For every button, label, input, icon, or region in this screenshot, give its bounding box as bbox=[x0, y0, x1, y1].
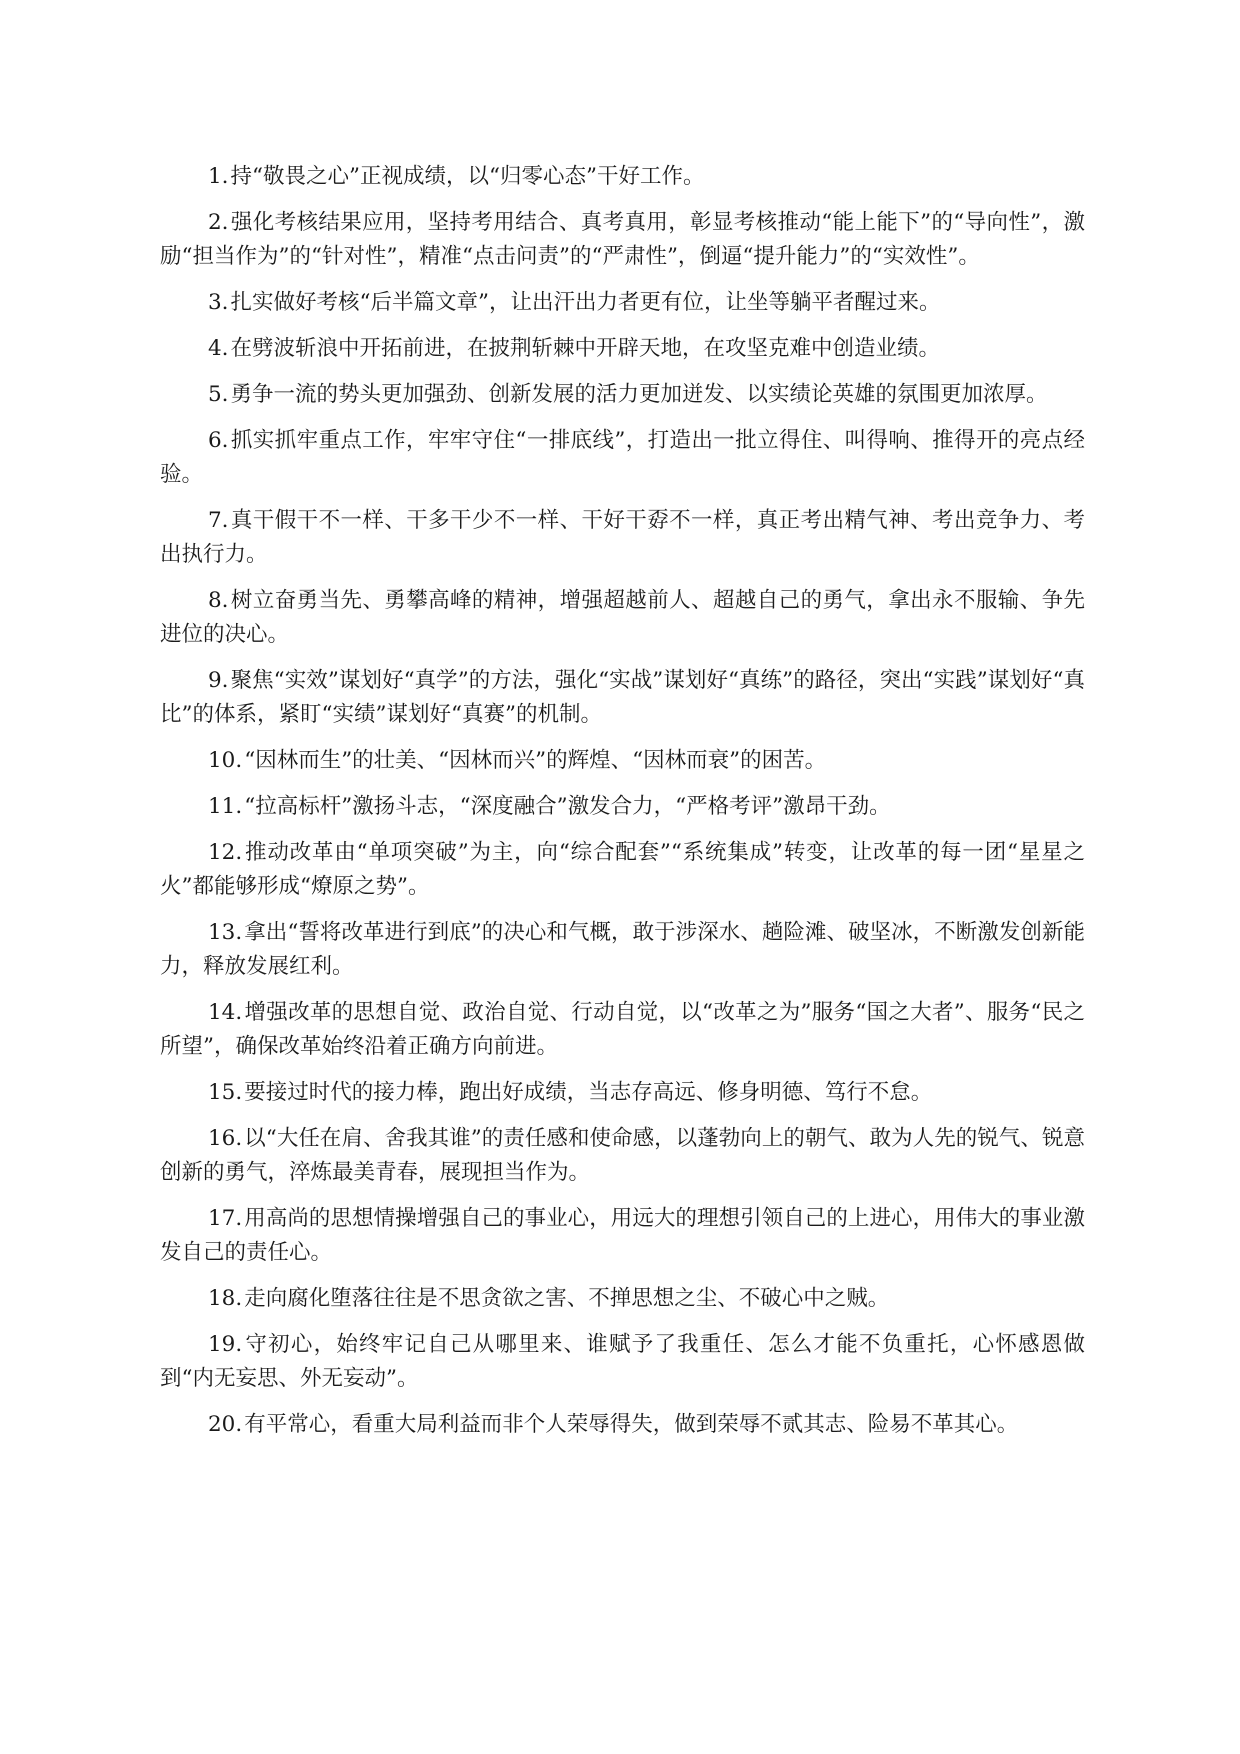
item-text: 聚焦“实效”谋划好“真学”的方法，强化“实战”谋划好“真练”的路径，突出“实践”谋划好“真比”的体系，紧盯“实绩”谋划好“真赛”的机制。 bbox=[160, 668, 1085, 727]
list-item bbox=[160, 916, 1085, 984]
item-number: 11. bbox=[208, 794, 243, 819]
list-item bbox=[160, 1122, 1085, 1190]
item-text: 以“大任在肩、舍我其谁”的责任感和使命感，以蓬勃向上的朝气、敢为人先的锐气、锐意创新的勇气，淬炼最美青春，展现担当作为。 bbox=[160, 1126, 1085, 1185]
item-number: 14. bbox=[208, 1000, 243, 1025]
document-page bbox=[160, 160, 1085, 1454]
item-text: 守初心，始终牢记自己从哪里来、谁赋予了我重任、怎么才能不负重托，心怀感恩做到“内无妄思、外无妄动”。 bbox=[160, 1332, 1085, 1391]
item-text: 用高尚的思想情操增强自己的事业心，用远大的理想引领自己的上进心，用伟大的事业激发自己的责任心。 bbox=[160, 1206, 1085, 1265]
list-item bbox=[160, 1202, 1085, 1270]
list-item bbox=[160, 206, 1085, 274]
item-number: 20. bbox=[208, 1412, 243, 1437]
item-number: 19. bbox=[208, 1332, 243, 1357]
item-text: 抓实抓牢重点工作，牢牢守住“一排底线”，打造出一批立得住、叫得响、推得开的亮点经验。 bbox=[160, 428, 1085, 487]
list-item bbox=[160, 504, 1085, 572]
item-number: 1. bbox=[208, 164, 229, 189]
item-number: 5. bbox=[208, 382, 229, 407]
list-item bbox=[160, 744, 1085, 778]
item-text: 勇争一流的势头更加强劲、创新发展的活力更加迸发、以实绩论英雄的氛围更加浓厚。 bbox=[230, 382, 1048, 407]
list-item bbox=[160, 664, 1085, 732]
item-number: 3. bbox=[208, 290, 229, 315]
list-item bbox=[160, 996, 1085, 1064]
list-item bbox=[160, 424, 1085, 492]
item-number: 4. bbox=[208, 336, 229, 361]
list-item bbox=[160, 1328, 1085, 1396]
item-number: 17. bbox=[208, 1206, 243, 1231]
item-text: 拿出“誓将改革进行到底”的决心和气概，敢于涉深水、趟险滩、破坚冰，不断激发创新能力，释放发展红利。 bbox=[160, 920, 1085, 979]
list-item bbox=[160, 836, 1085, 904]
item-number: 18. bbox=[208, 1286, 243, 1311]
list-item bbox=[160, 378, 1085, 412]
item-text: 推动改革由“单项突破”为主，向“综合配套”“系统集成”转变，让改革的每一团“星星之火”都能够形成“燎原之势”。 bbox=[160, 840, 1085, 899]
list-item bbox=[160, 1076, 1085, 1110]
item-number: 15. bbox=[208, 1080, 243, 1105]
item-text: “拉高标杆”激扬斗志，“深度融合”激发合力，“严格考评”激昂干劲。 bbox=[244, 794, 891, 819]
item-number: 16. bbox=[208, 1126, 243, 1151]
item-text: 真干假干不一样、干多干少不一样、干好干孬不一样，真正考出精气神、考出竞争力、考出执行力。 bbox=[160, 508, 1085, 567]
item-number: 2. bbox=[208, 210, 229, 235]
list-item bbox=[160, 790, 1085, 824]
item-text: 扎实做好考核“后半篇文章”，让出汗出力者更有位，让坐等躺平者醒过来。 bbox=[230, 290, 941, 315]
list-item bbox=[160, 584, 1085, 652]
item-text: 强化考核结果应用，坚持考用结合、真考真用，彰显考核推动“能上能下”的“导向性”，激励“担当作为”的“针对性”，精准“点击问责”的“严肃性”，倒逼“提升能力”的“实效性”。 bbox=[160, 210, 1085, 269]
item-text: 增强改革的思想自觉、政治自觉、行动自觉，以“改革之为”服务“国之大者”、服务“民之所望”，确保改革始终沿着正确方向前进。 bbox=[160, 1000, 1085, 1059]
item-number: 6. bbox=[208, 428, 229, 453]
item-text: 在劈波斩浪中开拓前进，在披荆斩棘中开辟天地，在攻坚克难中创造业绩。 bbox=[230, 336, 941, 361]
item-text: 要接过时代的接力棒，跑出好成绩，当志存高远、修身明德、笃行不怠。 bbox=[244, 1080, 933, 1105]
list-item bbox=[160, 160, 1085, 194]
item-text: 树立奋勇当先、勇攀高峰的精神，增强超越前人、超越自己的勇气，拿出永不服输、争先进位的决心。 bbox=[160, 588, 1085, 647]
item-number: 10. bbox=[208, 748, 243, 773]
item-number: 7. bbox=[208, 508, 229, 533]
item-text: “因林而生”的壮美、“因林而兴”的辉煌、“因林而衰”的困苦。 bbox=[244, 748, 827, 773]
item-number: 12. bbox=[208, 840, 243, 865]
item-number: 13. bbox=[208, 920, 243, 945]
list-item bbox=[160, 332, 1085, 366]
item-number: 9. bbox=[208, 668, 229, 693]
item-text: 持“敬畏之心”正视成绩，以“归零心态”干好工作。 bbox=[230, 164, 705, 189]
list-item bbox=[160, 286, 1085, 320]
item-text: 走向腐化堕落往往是不思贪欲之害、不掸思想之尘、不破心中之贼。 bbox=[244, 1286, 890, 1311]
list-item bbox=[160, 1408, 1085, 1442]
list-item bbox=[160, 1282, 1085, 1316]
item-text: 有平常心，看重大局利益而非个人荣辱得失，做到荣辱不贰其志、险易不革其心。 bbox=[244, 1412, 1019, 1437]
item-number: 8. bbox=[208, 588, 229, 613]
